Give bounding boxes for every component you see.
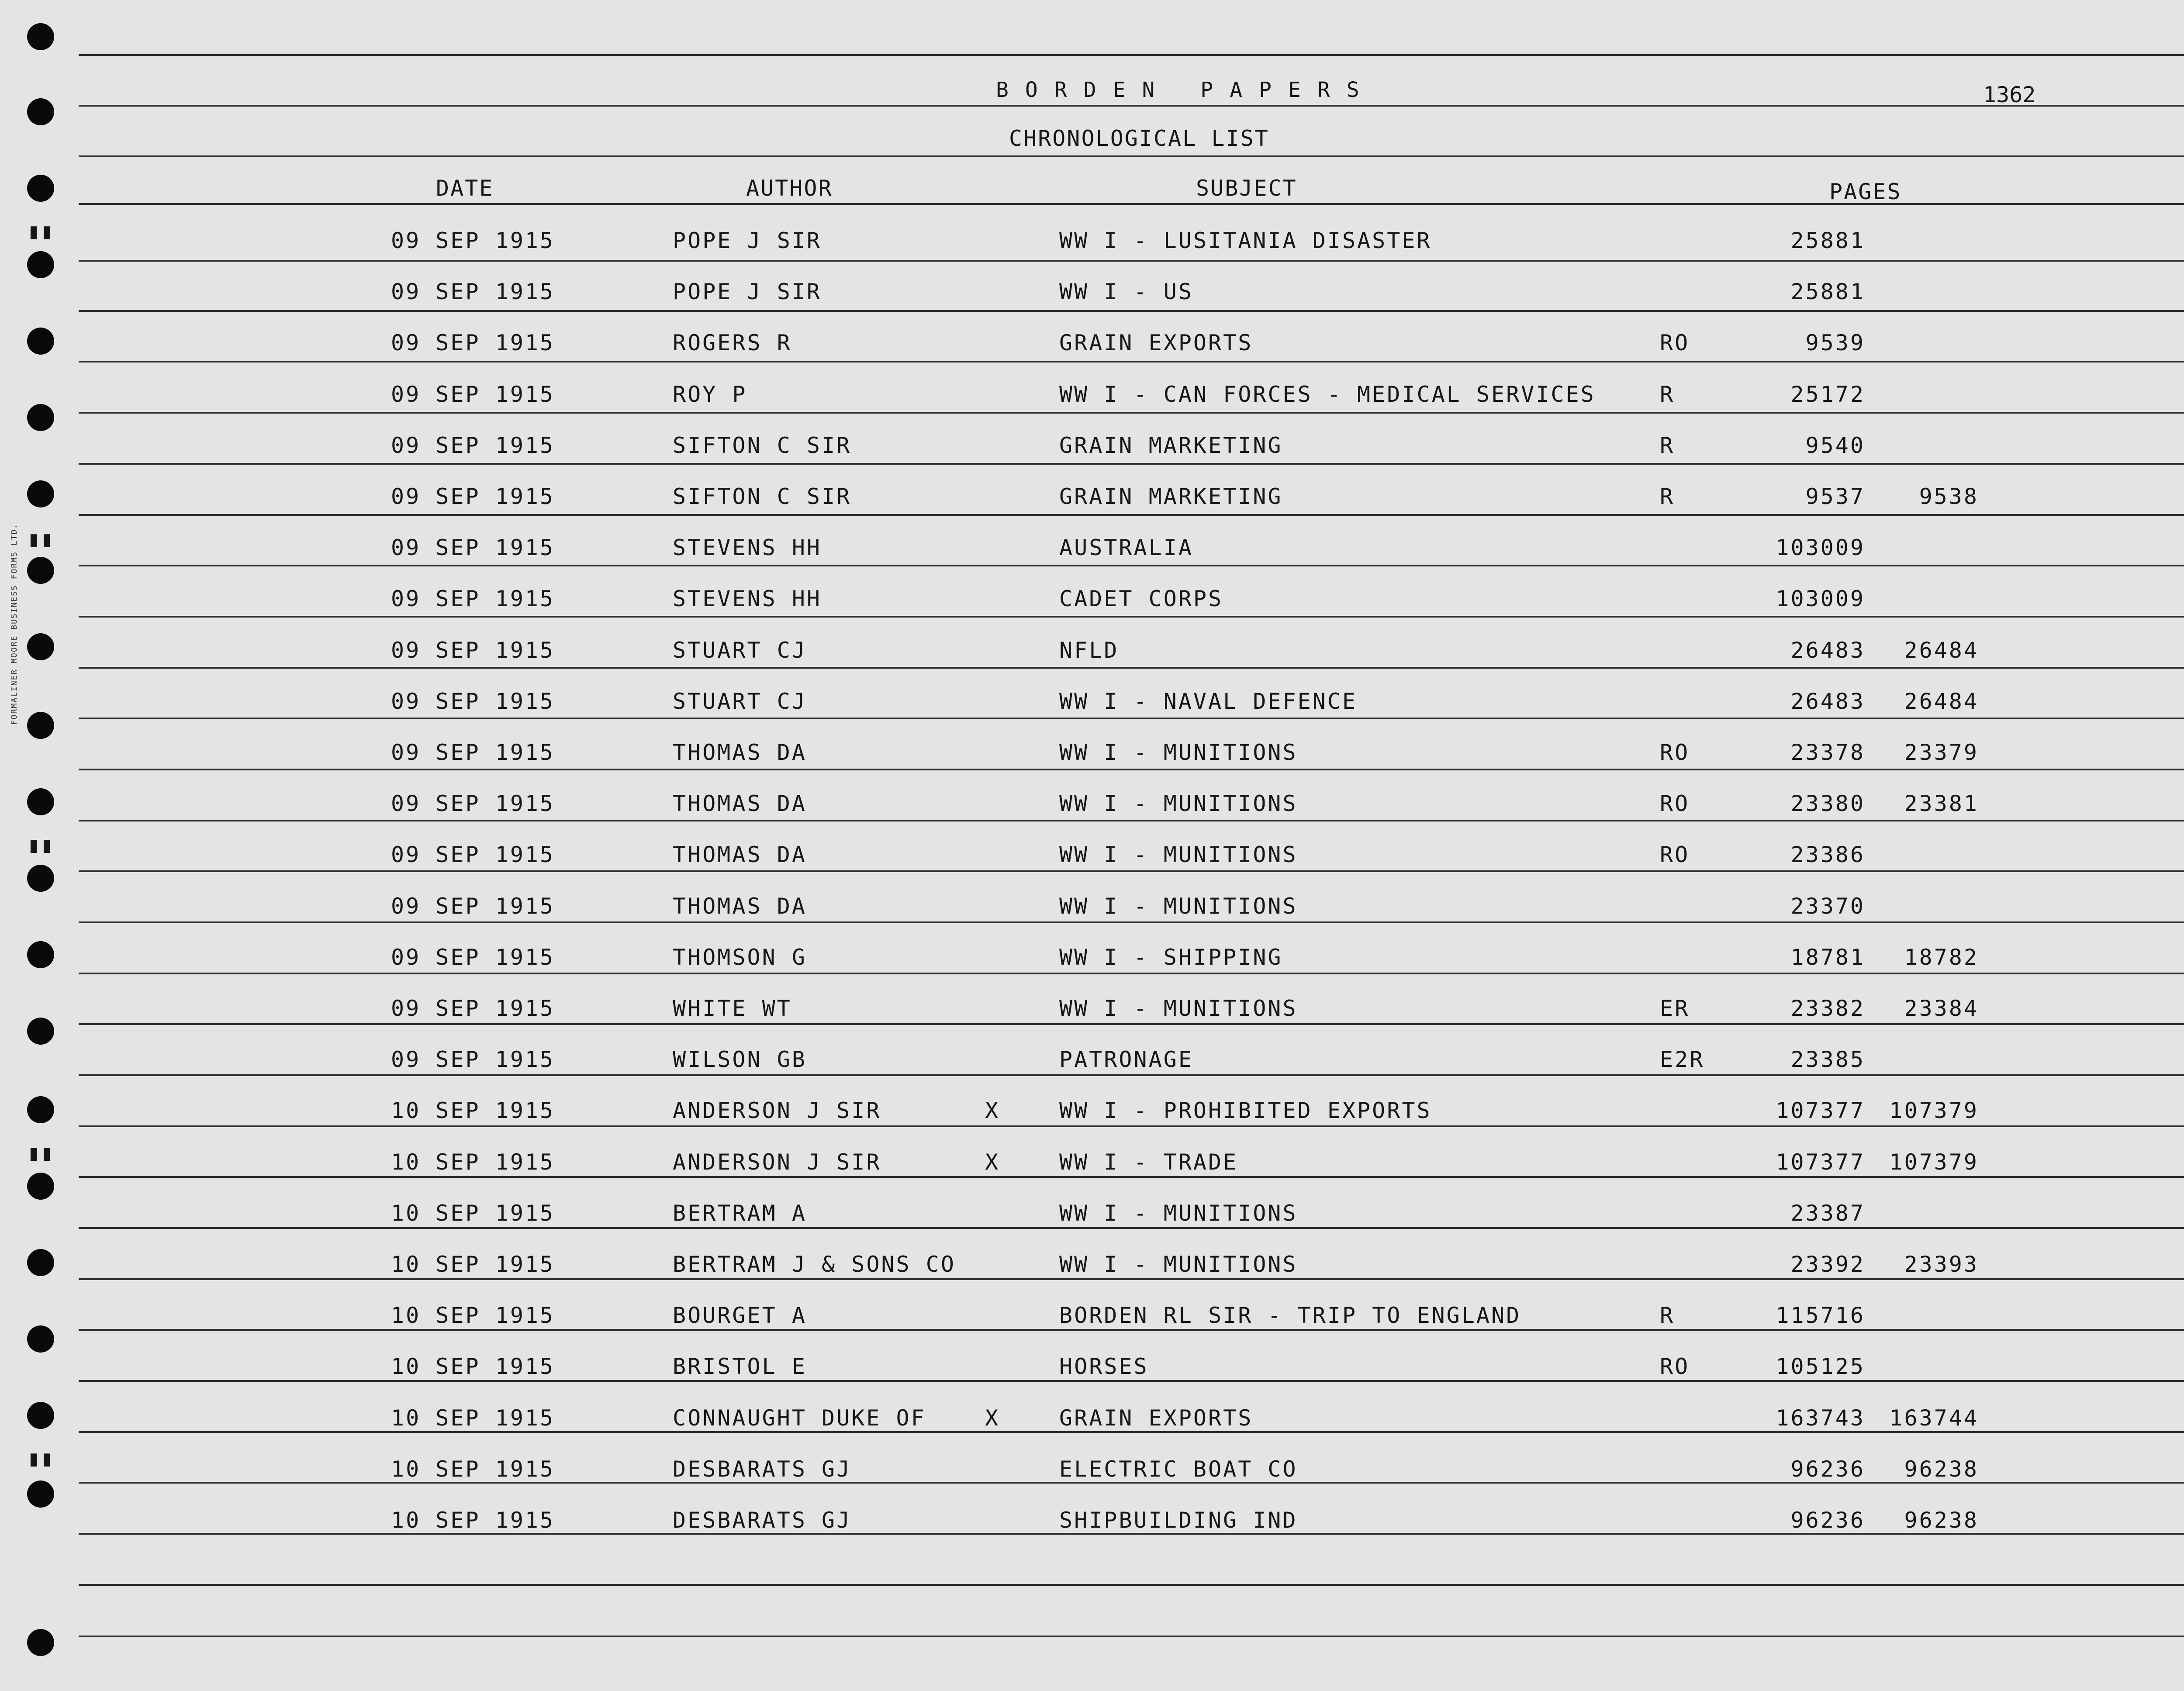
record-subject: WW I - NAVAL DEFENCE — [1059, 689, 1358, 714]
record-page-start: 107377 — [1776, 1149, 1865, 1175]
record-page-start: 23386 — [1790, 842, 1865, 867]
record-subject: GRAIN MARKETING — [1059, 484, 1283, 509]
record-subject: WW I - TRADE — [1059, 1149, 1238, 1175]
record-author: BOURGET A — [673, 1303, 807, 1328]
record-page-start: 115716 — [1776, 1303, 1865, 1328]
table-row — [0, 791, 2184, 842]
record-page-end: 23393 — [1904, 1252, 1979, 1277]
record-author: THOMAS DA — [673, 740, 807, 765]
record-page-start: 105125 — [1776, 1354, 1865, 1379]
record-date: 09 SEP 1915 — [391, 894, 555, 919]
record-author: CONNAUGHT DUKE OF — [673, 1405, 926, 1431]
record-author: THOMAS DA — [673, 842, 807, 867]
table-row — [0, 1303, 2184, 1354]
record-page-end: 107379 — [1889, 1098, 1979, 1123]
table-row — [0, 638, 2184, 689]
record-page-end: 23379 — [1904, 740, 1979, 765]
record-author: BRISTOL E — [673, 1354, 807, 1379]
record-author: WHITE WT — [673, 996, 792, 1021]
record-date: 09 SEP 1915 — [391, 689, 555, 714]
record-date: 10 SEP 1915 — [391, 1508, 555, 1533]
record-page-end: 107379 — [1889, 1149, 1979, 1175]
record-code: ER — [1660, 996, 1690, 1021]
table-row — [0, 1252, 2184, 1303]
record-page-end: 163744 — [1889, 1405, 1979, 1431]
record-page-end: 26484 — [1904, 689, 1979, 714]
record-subject: WW I - SHIPPING — [1059, 945, 1283, 970]
record-author: BERTRAM J & SONS CO — [673, 1252, 956, 1277]
table-row — [0, 484, 2184, 535]
table-row — [0, 1508, 2184, 1559]
record-author: ANDERSON J SIR — [673, 1149, 881, 1175]
table-row — [0, 1456, 2184, 1508]
record-date: 10 SEP 1915 — [391, 1405, 555, 1431]
record-page-start: 23387 — [1790, 1201, 1865, 1226]
record-date: 09 SEP 1915 — [391, 535, 555, 560]
table-row — [0, 894, 2184, 945]
table-row — [0, 586, 2184, 637]
record-code: R — [1660, 484, 1675, 509]
record-page-start: 23378 — [1790, 740, 1865, 765]
record-date: 09 SEP 1915 — [391, 484, 555, 509]
table-row — [0, 1149, 2184, 1201]
table-row — [0, 1098, 2184, 1149]
record-page-start: 9537 — [1805, 484, 1865, 509]
record-subject: AUSTRALIA — [1059, 535, 1193, 560]
record-page-start: 107377 — [1776, 1098, 1865, 1123]
feed-hole — [27, 98, 54, 125]
record-subject: CADET CORPS — [1059, 586, 1223, 611]
record-page-end: 23384 — [1904, 996, 1979, 1021]
record-date: 09 SEP 1915 — [391, 842, 555, 867]
record-author: ANDERSON J SIR — [673, 1098, 881, 1123]
ruled-line — [79, 105, 2184, 107]
record-author: STUART CJ — [673, 638, 807, 663]
record-date: 10 SEP 1915 — [391, 1252, 555, 1277]
record-subject: BORDEN RL SIR - TRIP TO ENGLAND — [1059, 1303, 1521, 1328]
ruled-line — [79, 54, 2184, 56]
record-subject: HORSES — [1059, 1354, 1149, 1379]
record-date: 09 SEP 1915 — [391, 1047, 555, 1072]
record-page-start: 26483 — [1790, 638, 1865, 663]
table-row — [0, 740, 2184, 791]
table-row — [0, 945, 2184, 996]
record-author: BERTRAM A — [673, 1201, 807, 1226]
record-author: SIFTON C SIR — [673, 484, 852, 509]
record-page-start: 103009 — [1776, 535, 1865, 560]
perforation-mark: ▮▮ — [27, 832, 54, 857]
record-code: R — [1660, 1303, 1675, 1328]
form-maker-note: FORMALINER MOORE BUSINESS FORMS LTD. — [10, 523, 19, 725]
record-date: 09 SEP 1915 — [391, 228, 555, 253]
record-page-start: 25172 — [1790, 382, 1865, 407]
record-page-start: 163743 — [1776, 1405, 1865, 1431]
record-code: R — [1660, 382, 1675, 407]
record-page-end: 18782 — [1904, 945, 1979, 970]
record-page-start: 25881 — [1790, 228, 1865, 253]
list-subtitle: CHRONOLOGICAL LIST — [1009, 126, 1269, 151]
perforation-mark: ▮▮ — [27, 1446, 54, 1471]
record-subject: WW I - MUNITIONS — [1059, 996, 1298, 1021]
record-date: 09 SEP 1915 — [391, 996, 555, 1021]
document-title: BORDEN PAPERS — [996, 78, 1376, 102]
record-author: ROGERS R — [673, 330, 792, 355]
record-page-start: 103009 — [1776, 586, 1865, 611]
record-date: 10 SEP 1915 — [391, 1149, 555, 1175]
feed-hole — [27, 23, 54, 50]
perforation-mark: ▮▮ — [27, 1140, 54, 1165]
record-subject: GRAIN EXPORTS — [1059, 330, 1253, 355]
table-row — [0, 1201, 2184, 1252]
record-date: 10 SEP 1915 — [391, 1201, 555, 1226]
record-subject: WW I - MUNITIONS — [1059, 842, 1298, 867]
record-subject: WW I - US — [1059, 279, 1193, 304]
record-page-start: 23392 — [1790, 1252, 1865, 1277]
table-row — [0, 535, 2184, 586]
table-row — [0, 228, 2184, 279]
record-date: 10 SEP 1915 — [391, 1303, 555, 1328]
record-subject: WW I - PROHIBITED EXPORTS — [1059, 1098, 1432, 1123]
record-subject: WW I - MUNITIONS — [1059, 1201, 1298, 1226]
record-subject: SHIPBUILDING IND — [1059, 1508, 1298, 1533]
table-row — [0, 996, 2184, 1047]
record-page-start: 23385 — [1790, 1047, 1865, 1072]
record-page-start: 9539 — [1805, 330, 1865, 355]
record-date: 10 SEP 1915 — [391, 1456, 555, 1482]
perforation-mark: ▮▮ — [27, 218, 54, 244]
record-subject: WW I - MUNITIONS — [1059, 894, 1298, 919]
record-flag: X — [985, 1149, 1000, 1175]
record-subject: GRAIN EXPORTS — [1059, 1405, 1253, 1431]
perforation-mark: ▮▮ — [27, 526, 54, 552]
record-code: R — [1660, 433, 1675, 458]
ruled-line — [79, 1636, 2184, 1637]
record-page-end: 9538 — [1919, 484, 1979, 509]
column-header-author: AUTHOR — [746, 176, 833, 201]
record-date: 10 SEP 1915 — [391, 1098, 555, 1123]
record-author: SIFTON C SIR — [673, 433, 852, 458]
record-subject: WW I - MUNITIONS — [1059, 791, 1298, 816]
record-date: 09 SEP 1915 — [391, 279, 555, 304]
record-author: THOMAS DA — [673, 791, 807, 816]
record-subject: ELECTRIC BOAT CO — [1059, 1456, 1298, 1482]
record-page-start: 23382 — [1790, 996, 1865, 1021]
record-page-start: 18781 — [1790, 945, 1865, 970]
record-code: RO — [1660, 330, 1690, 355]
table-row — [0, 382, 2184, 433]
record-subject: PATRONAGE — [1059, 1047, 1193, 1072]
column-header-pages: PAGES — [1829, 179, 1902, 204]
record-page-start: 23370 — [1790, 894, 1865, 919]
record-date: 09 SEP 1915 — [391, 740, 555, 765]
record-author: THOMSON G — [673, 945, 807, 970]
record-subject: WW I - LUSITANIA DISASTER — [1059, 228, 1432, 253]
column-header-subject: SUBJECT — [1196, 176, 1297, 201]
table-row — [0, 842, 2184, 893]
record-flag: X — [985, 1098, 1000, 1123]
ruled-line — [79, 1584, 2184, 1586]
record-subject: WW I - MUNITIONS — [1059, 740, 1298, 765]
record-date: 10 SEP 1915 — [391, 1354, 555, 1379]
record-date: 09 SEP 1915 — [391, 945, 555, 970]
record-author: ROY P — [673, 382, 747, 407]
table-row — [0, 1354, 2184, 1405]
record-code: E2R — [1660, 1047, 1705, 1072]
record-subject: WW I - MUNITIONS — [1059, 1252, 1298, 1277]
record-page-start: 9540 — [1805, 433, 1865, 458]
record-date: 09 SEP 1915 — [391, 433, 555, 458]
record-subject: GRAIN MARKETING — [1059, 433, 1283, 458]
record-page-start: 96236 — [1790, 1456, 1865, 1482]
record-subject: NFLD — [1059, 638, 1119, 663]
record-date: 09 SEP 1915 — [391, 586, 555, 611]
feed-hole — [27, 1629, 54, 1656]
record-flag: X — [985, 1405, 1000, 1431]
record-page-end: 96238 — [1904, 1456, 1979, 1482]
record-author: WILSON GB — [673, 1047, 807, 1072]
record-author: DESBARATS GJ — [673, 1508, 852, 1533]
record-date: 09 SEP 1915 — [391, 330, 555, 355]
record-page-start: 25881 — [1790, 279, 1865, 304]
record-author: STUART CJ — [673, 689, 807, 714]
record-date: 09 SEP 1915 — [391, 791, 555, 816]
record-code: RO — [1660, 791, 1690, 816]
record-code: RO — [1660, 1354, 1690, 1379]
record-page-start: 26483 — [1790, 689, 1865, 714]
record-subject: WW I - CAN FORCES - MEDICAL SERVICES — [1059, 382, 1596, 407]
record-page-start: 96236 — [1790, 1508, 1865, 1533]
record-code: RO — [1660, 842, 1690, 867]
record-author: POPE J SIR — [673, 228, 822, 253]
record-code: RO — [1660, 740, 1690, 765]
table-row — [0, 330, 2184, 381]
record-page-end: 96238 — [1904, 1508, 1979, 1533]
table-row — [0, 689, 2184, 740]
table-row — [0, 1047, 2184, 1098]
table-row — [0, 1405, 2184, 1456]
feed-hole — [27, 175, 54, 202]
record-author: POPE J SIR — [673, 279, 822, 304]
record-page-end: 23381 — [1904, 791, 1979, 816]
record-page-start: 23380 — [1790, 791, 1865, 816]
record-author: STEVENS HH — [673, 535, 822, 560]
page-number: 1362 — [1983, 82, 2036, 107]
table-row — [0, 433, 2184, 484]
record-author: THOMAS DA — [673, 894, 807, 919]
record-date: 09 SEP 1915 — [391, 638, 555, 663]
ruled-line — [79, 155, 2184, 157]
record-author: STEVENS HH — [673, 586, 822, 611]
record-page-end: 26484 — [1904, 638, 1979, 663]
table-row — [0, 279, 2184, 330]
record-author: DESBARATS GJ — [673, 1456, 852, 1482]
record-date: 09 SEP 1915 — [391, 382, 555, 407]
column-header-date: DATE — [436, 176, 494, 201]
